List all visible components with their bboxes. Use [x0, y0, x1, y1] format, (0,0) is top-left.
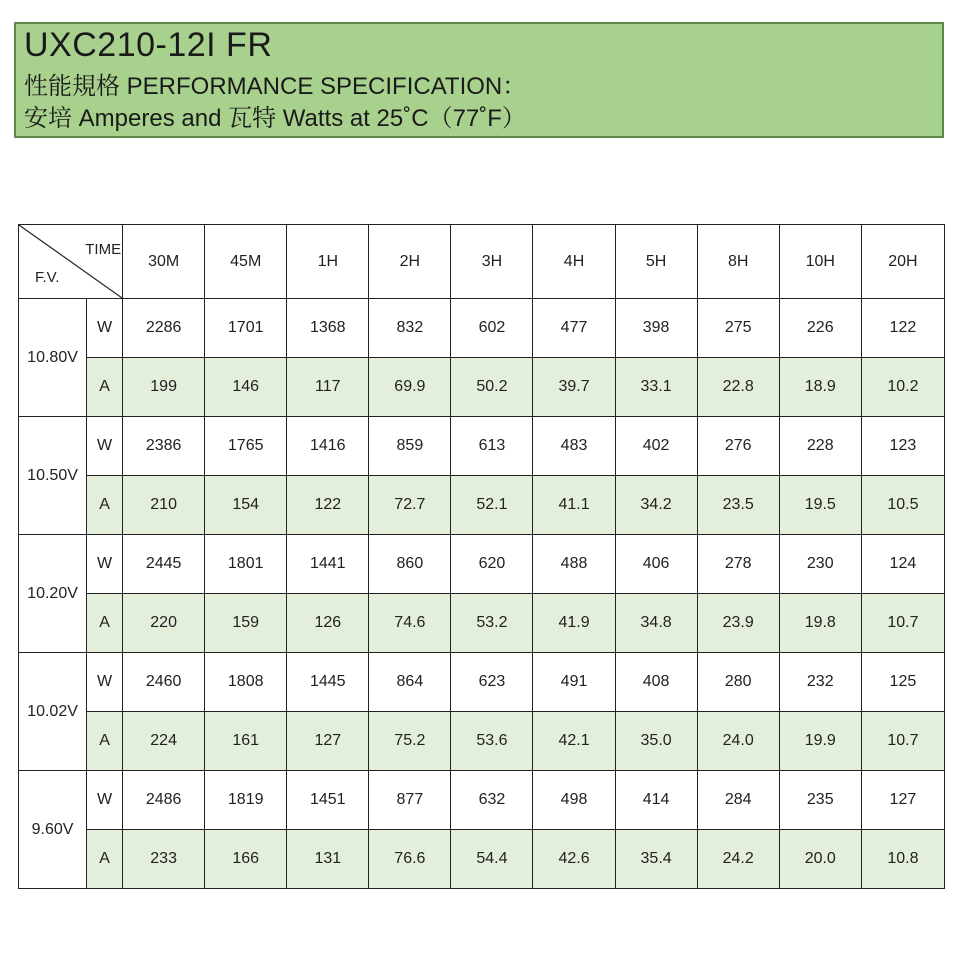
time-header: 3H — [451, 225, 533, 299]
value-cell: 226 — [779, 299, 861, 358]
value-cell: 41.9 — [533, 594, 615, 653]
value-cell: 69.9 — [369, 358, 451, 417]
value-cell: 483 — [533, 417, 615, 476]
unit-amperes: A — [87, 594, 123, 653]
value-cell: 41.1 — [533, 476, 615, 535]
value-cell: 154 — [205, 476, 287, 535]
value-cell: 632 — [451, 771, 533, 830]
diagonal-divider — [19, 225, 122, 298]
value-cell: 52.1 — [451, 476, 533, 535]
value-cell: 1765 — [205, 417, 287, 476]
value-cell: 1368 — [287, 299, 369, 358]
value-cell: 2386 — [123, 417, 205, 476]
unit-watts: W — [87, 535, 123, 594]
watts-row — [19, 771, 945, 830]
value-cell: 228 — [779, 417, 861, 476]
watts-row — [19, 417, 945, 476]
value-cell: 224 — [123, 712, 205, 771]
value-cell: 408 — [615, 653, 697, 712]
corner-cell — [19, 225, 123, 299]
value-cell: 123 — [861, 417, 944, 476]
amperes-row — [19, 830, 945, 889]
time-header: 10H — [779, 225, 861, 299]
value-cell: 10.8 — [861, 830, 944, 889]
value-cell: 53.6 — [451, 712, 533, 771]
time-header: 20H — [861, 225, 944, 299]
value-cell: 2445 — [123, 535, 205, 594]
value-cell: 1441 — [287, 535, 369, 594]
value-cell: 127 — [861, 771, 944, 830]
title-banner — [14, 22, 944, 138]
value-cell: 1416 — [287, 417, 369, 476]
value-cell: 166 — [205, 830, 287, 889]
amperes-row — [19, 712, 945, 771]
value-cell: 126 — [287, 594, 369, 653]
unit-amperes: A — [87, 476, 123, 535]
value-cell: 24.2 — [697, 830, 779, 889]
value-cell: 22.8 — [697, 358, 779, 417]
time-header: 5H — [615, 225, 697, 299]
unit-watts: W — [87, 771, 123, 830]
final-voltage-cell: 9.60V — [19, 771, 87, 889]
unit-watts: W — [87, 417, 123, 476]
value-cell: 10.7 — [861, 594, 944, 653]
value-cell: 220 — [123, 594, 205, 653]
value-cell: 127 — [287, 712, 369, 771]
value-cell: 864 — [369, 653, 451, 712]
value-cell: 10.7 — [861, 712, 944, 771]
value-cell: 18.9 — [779, 358, 861, 417]
value-cell: 53.2 — [451, 594, 533, 653]
value-cell: 19.9 — [779, 712, 861, 771]
value-cell: 210 — [123, 476, 205, 535]
value-cell: 613 — [451, 417, 533, 476]
value-cell: 278 — [697, 535, 779, 594]
value-cell: 860 — [369, 535, 451, 594]
watts-row — [19, 653, 945, 712]
amperes-row — [19, 476, 945, 535]
value-cell: 1801 — [205, 535, 287, 594]
value-cell: 275 — [697, 299, 779, 358]
value-cell: 1701 — [205, 299, 287, 358]
value-cell: 414 — [615, 771, 697, 830]
value-cell: 406 — [615, 535, 697, 594]
value-cell: 280 — [697, 653, 779, 712]
value-cell: 477 — [533, 299, 615, 358]
time-header: 2H — [369, 225, 451, 299]
fv-label: F.V. — [35, 269, 60, 286]
value-cell: 1808 — [205, 653, 287, 712]
value-cell: 1451 — [287, 771, 369, 830]
unit-watts: W — [87, 299, 123, 358]
value-cell: 20.0 — [779, 830, 861, 889]
value-cell: 10.5 — [861, 476, 944, 535]
performance-table — [18, 224, 945, 889]
value-cell: 620 — [451, 535, 533, 594]
value-cell: 2460 — [123, 653, 205, 712]
value-cell: 235 — [779, 771, 861, 830]
value-cell: 402 — [615, 417, 697, 476]
value-cell: 50.2 — [451, 358, 533, 417]
value-cell: 122 — [287, 476, 369, 535]
amperes-row — [19, 594, 945, 653]
time-header: 1H — [287, 225, 369, 299]
value-cell: 35.0 — [615, 712, 697, 771]
value-cell: 39.7 — [533, 358, 615, 417]
value-cell: 233 — [123, 830, 205, 889]
value-cell: 199 — [123, 358, 205, 417]
model-title: UXC210-12I FR — [24, 26, 273, 64]
value-cell: 10.2 — [861, 358, 944, 417]
watts-row — [19, 535, 945, 594]
unit-amperes: A — [87, 358, 123, 417]
time-label: TIME — [85, 241, 122, 258]
value-cell: 161 — [205, 712, 287, 771]
spec-subtitle: 性能規格 PERFORMANCE SPECIFICATION： — [24, 73, 527, 100]
value-cell: 1819 — [205, 771, 287, 830]
value-cell: 859 — [369, 417, 451, 476]
table-header-row — [19, 225, 945, 299]
unit-amperes: A — [87, 830, 123, 889]
final-voltage-cell: 10.20V — [19, 535, 87, 653]
value-cell: 76.6 — [369, 830, 451, 889]
value-cell: 74.6 — [369, 594, 451, 653]
value-cell: 159 — [205, 594, 287, 653]
value-cell: 35.4 — [615, 830, 697, 889]
value-cell: 23.9 — [697, 594, 779, 653]
value-cell: 33.1 — [615, 358, 697, 417]
value-cell: 19.8 — [779, 594, 861, 653]
time-header: 30M — [123, 225, 205, 299]
time-header: 4H — [533, 225, 615, 299]
value-cell: 498 — [533, 771, 615, 830]
value-cell: 623 — [451, 653, 533, 712]
value-cell: 2486 — [123, 771, 205, 830]
value-cell: 488 — [533, 535, 615, 594]
value-cell: 24.0 — [697, 712, 779, 771]
value-cell: 877 — [369, 771, 451, 830]
time-header: 8H — [697, 225, 779, 299]
value-cell: 75.2 — [369, 712, 451, 771]
value-cell: 232 — [779, 653, 861, 712]
final-voltage-cell: 10.02V — [19, 653, 87, 771]
conditions-subtitle: 安培 Amperes and 瓦特 Watts at 25˚C（77˚F） — [24, 105, 526, 132]
value-cell: 276 — [697, 417, 779, 476]
value-cell: 602 — [451, 299, 533, 358]
value-cell: 284 — [697, 771, 779, 830]
unit-amperes: A — [87, 712, 123, 771]
watts-row — [19, 299, 945, 358]
value-cell: 832 — [369, 299, 451, 358]
time-header: 45M — [205, 225, 287, 299]
value-cell: 54.4 — [451, 830, 533, 889]
value-cell: 2286 — [123, 299, 205, 358]
value-cell: 42.6 — [533, 830, 615, 889]
value-cell: 34.8 — [615, 594, 697, 653]
value-cell: 23.5 — [697, 476, 779, 535]
value-cell: 1445 — [287, 653, 369, 712]
value-cell: 42.1 — [533, 712, 615, 771]
final-voltage-cell: 10.80V — [19, 299, 87, 417]
value-cell: 131 — [287, 830, 369, 889]
value-cell: 122 — [861, 299, 944, 358]
amperes-row — [19, 358, 945, 417]
value-cell: 146 — [205, 358, 287, 417]
value-cell: 117 — [287, 358, 369, 417]
unit-watts: W — [87, 653, 123, 712]
value-cell: 72.7 — [369, 476, 451, 535]
value-cell: 125 — [861, 653, 944, 712]
value-cell: 19.5 — [779, 476, 861, 535]
final-voltage-cell: 10.50V — [19, 417, 87, 535]
value-cell: 230 — [779, 535, 861, 594]
value-cell: 124 — [861, 535, 944, 594]
value-cell: 398 — [615, 299, 697, 358]
value-cell: 34.2 — [615, 476, 697, 535]
value-cell: 491 — [533, 653, 615, 712]
